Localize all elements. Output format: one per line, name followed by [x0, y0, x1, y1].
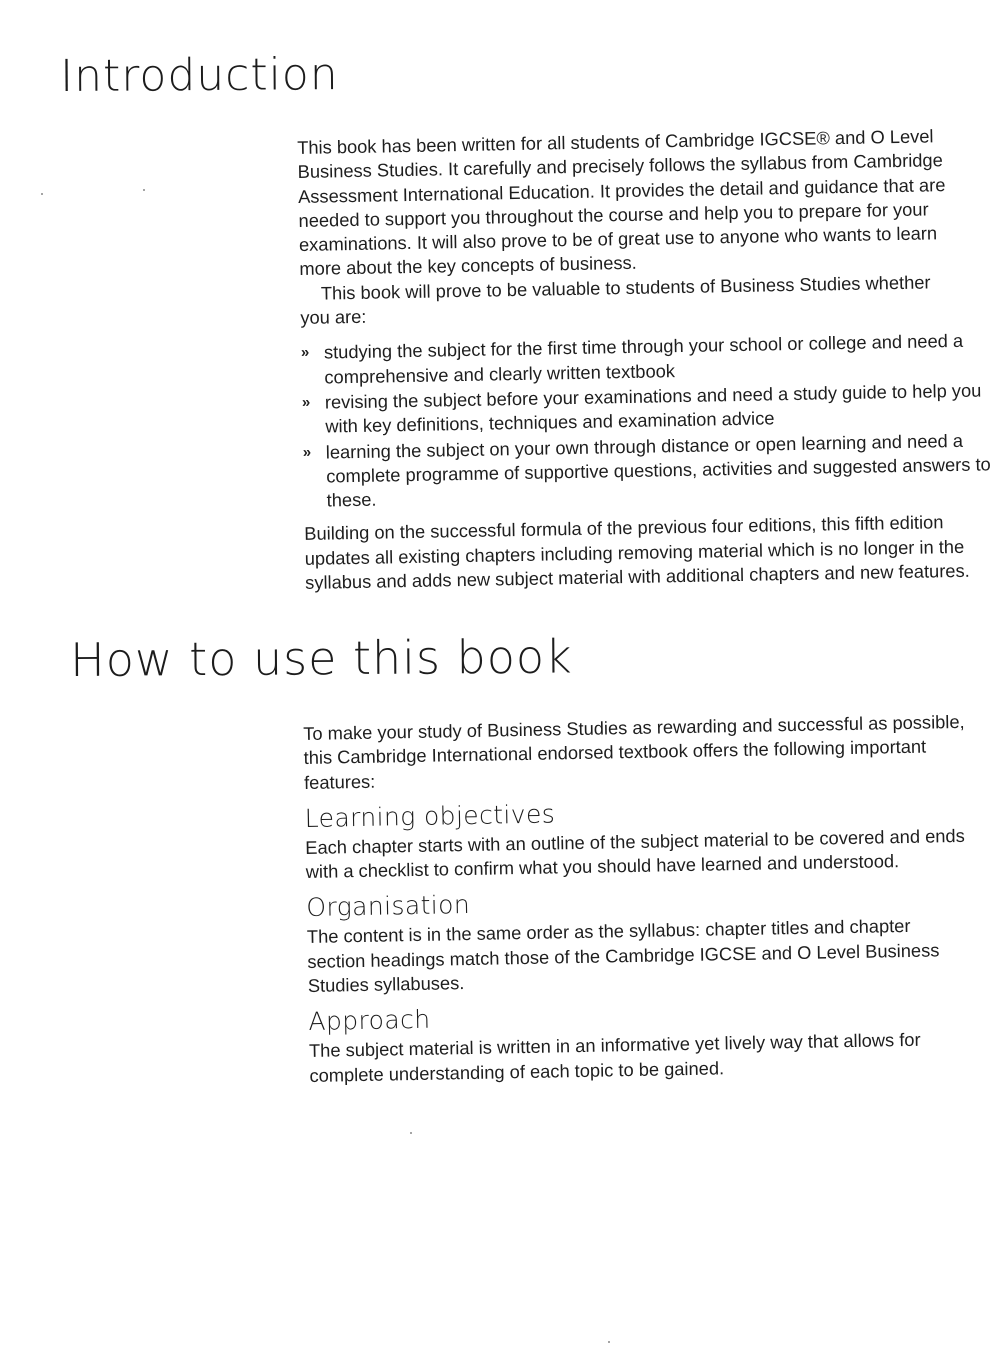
how-to-use-intro: To make your study of Business Studies as rewarding and successful as possible, this Cambridge International endorsed textbook offers the following important features: — [303, 710, 965, 793]
feature-heading: Learning objectives — [304, 799, 556, 833]
bullet-text: learning the subject on your own through distance or open learning and need a complete programme of supportive questions, activities and suggested answers to these. — [325, 429, 991, 511]
feature-heading: Organisation — [306, 890, 471, 923]
how-to-use-heading: How to use this book — [70, 629, 573, 687]
feature-approach — [308, 995, 989, 1088]
feature-description: The subject material is written in an informative yet lively way that allows for complete understanding of each topic to be gained. — [308, 1029, 921, 1086]
how-to-use-body — [303, 710, 990, 1088]
feature-description: The content is in the same order as the syllabus: chapter titles and chapter section headings match those of the Cambridge IGCSE and O Level Business Studies syllabuses. — [306, 915, 940, 997]
bullet-text: studying the subject for the first time through your school or college and need a comprehensive and clearly written textbook — [323, 330, 964, 388]
double-chevron-icon: » — [300, 344, 308, 362]
feature-description: Each chapter starts with an outline of the subject material to be covered and ends with a checklist to confirm what you should have learned and understood. — [305, 824, 965, 883]
bullet-item — [303, 428, 994, 514]
scan-speck — [608, 1341, 610, 1343]
bullet-text: revising the subject before your examinations and need a study guide to help you with key definitions, techniques and examination advice — [324, 379, 982, 437]
introduction-paragraph-1: This book has been written for all students of Cambridge IGCSE® and O Level Business Studies. It carefully and precisely follows the syllabus from Cambridge Assessment International Education. It provides the detail and guidance that are needed to support you throughout the course and help you to prepare for your examinations. It will also prove to be of great use to anyone who wants to learn more about the key concepts of business. — [297, 125, 946, 280]
double-chevron-icon: » — [302, 443, 310, 461]
scan-speck — [41, 193, 43, 195]
feature-heading: Approach — [308, 1005, 431, 1037]
feature-learning-objectives — [305, 791, 986, 884]
scan-speck — [410, 1132, 412, 1134]
introduction-paragraph-2: This book will prove to be valuable to students of Business Studies whether you are: — [300, 271, 931, 329]
feature-organisation — [306, 881, 988, 998]
audience-bullet-list — [301, 329, 994, 514]
scan-speck — [143, 189, 145, 191]
double-chevron-icon: » — [301, 393, 309, 411]
introduction-body — [297, 123, 995, 595]
introduction-paragraph-3: Building on the successful formula of the previous four editions, this fifth edition updates all existing chapters including removing material which is no longer in the syllabus and adds new subject material with additional chapters and new features. — [304, 511, 970, 593]
introduction-heading: Introduction — [60, 49, 339, 102]
